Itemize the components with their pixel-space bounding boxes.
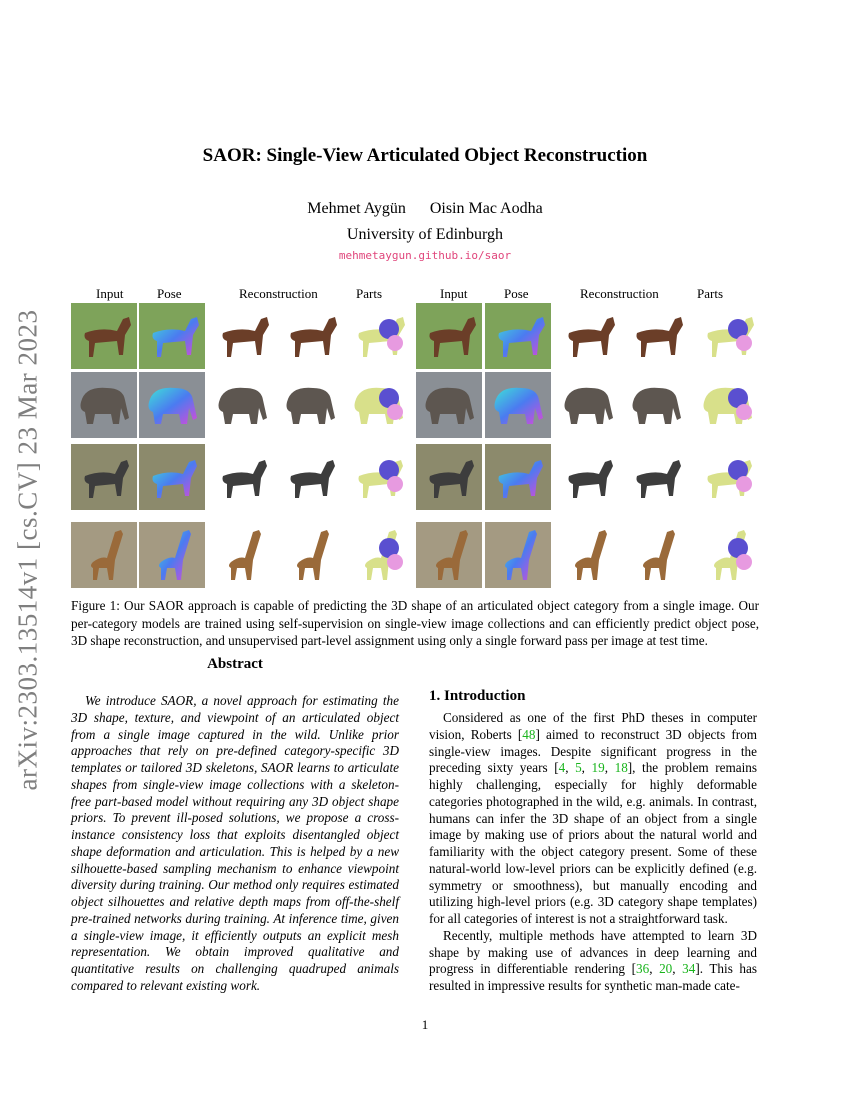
figure-tile-zebra-pose: [139, 444, 205, 510]
figure-tile-horse-recon: [209, 303, 275, 369]
col-header-pose-right: Pose: [504, 286, 529, 301]
introduction-body: [429, 710, 757, 995]
figure-tile-elephant-recon: [209, 372, 275, 438]
figure-tile-zebra-pose: [485, 444, 551, 510]
figure-tile-zebra-parts: [694, 444, 760, 510]
figure-tile-giraffe-parts: [345, 522, 411, 588]
figure-tile-zebra-recon2: [277, 444, 343, 510]
figure-tile-giraffe-recon2: [277, 522, 343, 588]
figure-tile-giraffe-input: [416, 522, 482, 588]
figure-tile-elephant-parts: [345, 372, 411, 438]
figure-tile-giraffe-pose: [485, 522, 551, 588]
col-header-parts-right: Parts: [697, 286, 723, 301]
affiliation: University of Edinburgh: [346, 226, 504, 243]
figure-tile-giraffe-parts: [694, 522, 760, 588]
citation-link[interactable]: 48: [522, 726, 536, 742]
figure-tile-horse-recon2: [623, 303, 689, 369]
abstract-body: We introduce SAOR, a novel approach for estimating the 3D shape, texture, and viewpoint of an articulated object from a single image captured in the wild. Unlike prior approaches that rely on pre-defined category-specific 3D templates or tailored 3D skeletons, SAOR learns to articulate shapes from single-view image collections with a skeleton-free part-based model without requiring any 3D object shape priors. To prevent ill-posed solutions, we propose a cross-instance consistency loss that exploits disentangled object shape deformation and articulation. This is helped by a new silhouette-based sampling mechanism to enhance viewpoint diversity during training. Our method only requires estimated object silhouettes and relative depth maps from off-the-shelf pre-trained networks during training. At inference time, given a single-view image, it efficiently outputs an explicit mesh representation. We obtain improved qualitative and quantitative results on challenging quadruped animals compared to relevant existing work.: [71, 693, 399, 993]
introduction-heading: 1. Introduction: [429, 688, 526, 704]
figure-tile-elephant-input: [71, 372, 137, 438]
figure-tile-zebra-input: [71, 444, 137, 510]
paper-title: SAOR: Single-View Articulated Object Reconstruction: [202, 145, 648, 166]
citation-link[interactable]: 5: [575, 760, 582, 776]
col-header-reconstruction-right: Reconstruction: [580, 286, 659, 301]
figure-tile-giraffe-recon: [555, 522, 621, 588]
intro-paragraph-2: Recently, multiple methods have attempted to learn 3D shape by making use of advances in deep learning and progress in differentiable rendering [36, 20, 34]. This has resulted in impressive results for synthetic man-made cate-: [429, 927, 757, 993]
figure-tile-giraffe-recon2: [623, 522, 689, 588]
intro-paragraph-1: Considered as one of the first PhD theses in computer vision, Roberts [48] aimed to reconstruct 3D objects from single-view images. Despite significant progress in the preceding sixty years [4, 5, 19, 18], the problem remains highly challenging, especially for highly deformable categories photographed in the wild, e.g. animals. In contrast, humans can infer the 3D shape of an object from a single image by making use of priors about the natural world and familiarity with the object category present. Some of these natural-world low-level priors can be explicitly defined (e.g. symmetry or smoothness), but manually encoding and utilizing high-level priors (e.g. 3D category shape templates) for all categories of interest is not a straightforward task.: [429, 710, 758, 926]
col-header-pose-left: Pose: [157, 286, 182, 301]
col-header-input-left: Input: [96, 286, 124, 301]
figure-tile-elephant-input: [416, 372, 482, 438]
figure-tile-elephant-pose: [485, 372, 551, 438]
figure-tile-horse-input: [71, 303, 137, 369]
abstract-heading: Abstract: [207, 656, 263, 672]
col-header-reconstruction-left: Reconstruction: [239, 286, 318, 301]
figure-tile-zebra-recon2: [623, 444, 689, 510]
figure-tile-elephant-recon2: [623, 372, 689, 438]
figure-tile-horse-input: [416, 303, 482, 369]
project-url[interactable]: mehmetaygun.github.io/saor: [338, 249, 512, 262]
arxiv-stamp: [8, 290, 48, 810]
figure-tile-horse-recon: [555, 303, 621, 369]
figure-tile-zebra-recon: [555, 444, 621, 510]
figure-tile-horse-parts: [694, 303, 760, 369]
col-header-input-right: Input: [440, 286, 468, 301]
page-number: 1: [421, 1017, 429, 1032]
figure-tile-zebra-input: [416, 444, 482, 510]
citation-link[interactable]: 34: [682, 961, 696, 977]
citation-link[interactable]: 19: [591, 760, 605, 776]
figure-tile-elephant-parts: [694, 372, 760, 438]
arxiv-id: arXiv:2303.13514v1 [cs.CV] 23 Mar 2023: [12, 309, 43, 791]
citation-link[interactable]: 18: [614, 760, 628, 776]
citation-link[interactable]: 36: [636, 961, 650, 977]
citation-link[interactable]: 4: [558, 760, 566, 776]
col-header-parts-left: Parts: [356, 286, 382, 301]
figure-tile-horse-pose: [485, 303, 551, 369]
author-2: Oisin Mac Aodha: [429, 200, 543, 217]
figure-caption: Figure 1: Our SAOR approach is capable of predicting the 3D shape of an articulated object category from a single image. Our per-category models are trained using self-supervision on single-view image collections and can efficiently predict object pose, 3D shape reconstruction, and unsupervised part-level assignment using only a single forward pass per image at test time.: [71, 598, 759, 649]
figure-tile-giraffe-input: [71, 522, 137, 588]
figure-tile-elephant-recon2: [277, 372, 343, 438]
authors: [0, 200, 850, 218]
figure-tile-elephant-recon: [555, 372, 621, 438]
figure-tile-zebra-recon: [209, 444, 275, 510]
author-1: Mehmet Aygün: [307, 200, 406, 217]
figure-tile-zebra-parts: [345, 444, 411, 510]
figure-tile-horse-pose: [139, 303, 205, 369]
figure-tile-giraffe-pose: [139, 522, 205, 588]
figure-tile-elephant-pose: [139, 372, 205, 438]
figure-tile-horse-parts: [345, 303, 411, 369]
figure-tile-giraffe-recon: [209, 522, 275, 588]
citation-link[interactable]: 20: [659, 961, 673, 977]
figure-tile-horse-recon2: [277, 303, 343, 369]
